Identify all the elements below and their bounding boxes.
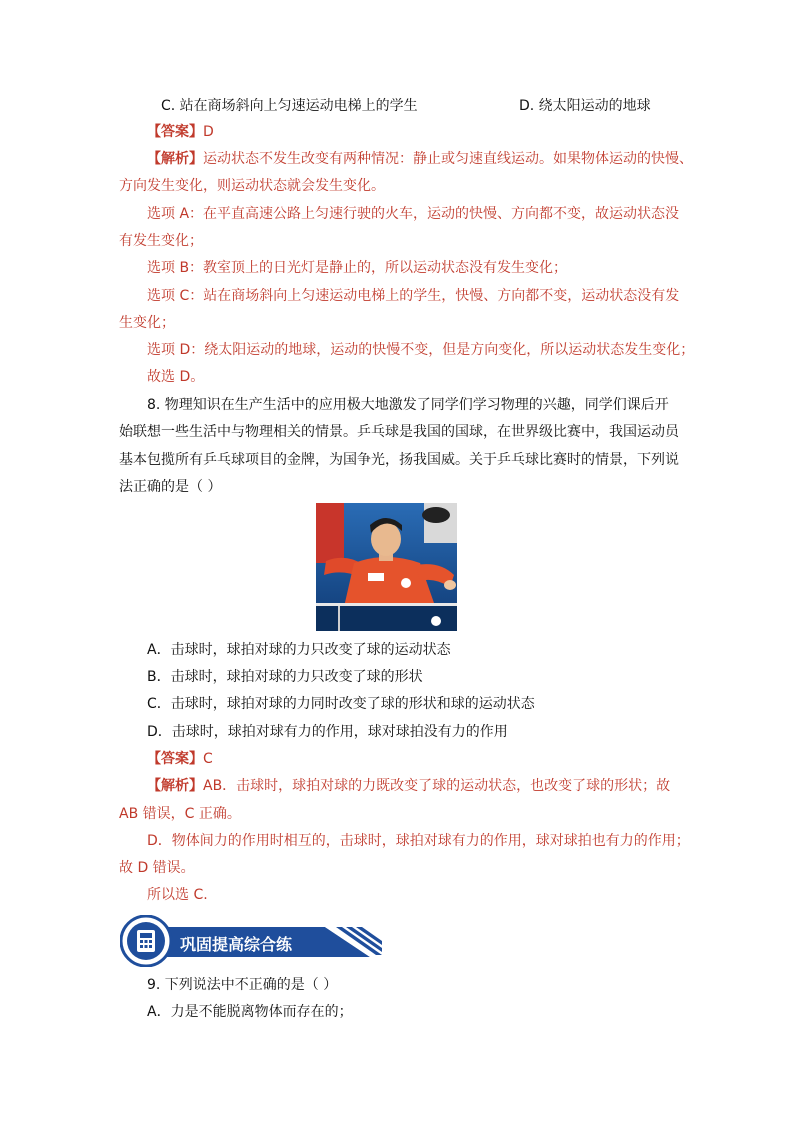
- q9-option-a: A．力是不能脱离物体而存在的；: [147, 1004, 353, 1020]
- analysis-tag: 【解析】: [147, 778, 203, 794]
- q7-option-a-analysis: 选项 A：在平直高速公路上匀速行驶的火车，运动的快慢、方向都不变，故运动状态没: [147, 206, 680, 222]
- q7-option-a-analysis-2: 有发生变化；: [119, 233, 203, 249]
- q8-analysis-line-2: AB 错误，C 正确。: [119, 806, 241, 822]
- section-title: 巩固提高综合练: [180, 935, 293, 954]
- section-banner: [120, 915, 382, 967]
- q7-conclusion: 故选 D。: [147, 369, 205, 385]
- q8-analysis-line-3: D．物体间力的作用时相互的，击球时，球拍对球有力的作用，球对球拍也有力的作用；: [147, 833, 690, 849]
- q8-stem-line-1: 8. 物理知识在生产生活中的应用极大地激发了同学们学习物理的兴趣，同学们课后开: [147, 397, 669, 413]
- player-illustration: [316, 503, 457, 631]
- q7-option-d-analysis: 选项 D：绕太阳运动的地球，运动的快慢不变，但是方向变化，所以运动状态发生变化；: [147, 342, 695, 358]
- answer-value: C: [203, 751, 213, 767]
- q8-conclusion: 所以选 C.: [147, 887, 208, 903]
- analysis-tag: 【解析】: [147, 151, 203, 167]
- q8-analysis-line-1: [147, 776, 670, 796]
- q7-analysis-line-2: 方向发生变化，则运动状态就会发生变化。: [119, 178, 385, 194]
- answer-value: D: [203, 124, 214, 140]
- q8-option-b: B．击球时，球拍对球的力只改变了球的形状: [147, 669, 423, 685]
- q9-stem: 9. 下列说法中不正确的是（ ）: [147, 977, 338, 993]
- q7-option-c: C. 站在商场斜向上匀速运动电梯上的学生: [161, 98, 418, 114]
- q8-option-a: A．击球时，球拍对球的力只改变了球的运动状态: [147, 642, 451, 658]
- analysis-text: 运动状态不发生改变有两种情况：静止或匀速直线运动。如果物体运动的快慢、: [203, 151, 693, 167]
- q7-option-d: D. 绕太阳运动的地球: [519, 98, 651, 114]
- answer-tag: 【答案】: [147, 124, 203, 140]
- q7-option-c-analysis: 选项 C：站在商场斜向上匀速运动电梯上的学生，快慢、方向都不变，运动状态没有发: [147, 288, 680, 304]
- q7-analysis-line-1: [147, 149, 693, 169]
- calculator-icon: [136, 929, 156, 953]
- q8-analysis-line-4: 故 D 错误。: [119, 860, 195, 876]
- q7-option-c-analysis-2: 生变化；: [119, 315, 175, 331]
- q8-option-d: D．击球时，球拍对球有力的作用，球对球拍没有力的作用: [147, 724, 508, 740]
- q7-option-b-analysis: 选项 B：教室顶上的日光灯是静止的，所以运动状态没有发生变化；: [147, 260, 568, 276]
- q8-answer: [147, 749, 213, 769]
- q7-answer: [147, 122, 214, 142]
- q8-stem-line-2: 始联想一些生活中与物理相关的情景。乒乓球是我国的国球，在世界级比赛中，我国运动员: [119, 424, 679, 440]
- analysis-text: AB．击球时，球拍对球的力既改变了球的运动状态，也改变了球的形状；故: [203, 778, 671, 794]
- q8-option-c: C．击球时，球拍对球的力同时改变了球的形状和球的运动状态: [147, 696, 535, 712]
- table-tennis-player-photo: [316, 503, 457, 631]
- q8-stem-line-3: 基本包揽所有乒乓球项目的金牌，为国争光，扬我国威。关于乒乓球比赛时的情景，下列说: [119, 452, 679, 468]
- q8-stem-line-4: 法正确的是（ ）: [119, 479, 222, 495]
- answer-tag: 【答案】: [147, 751, 203, 767]
